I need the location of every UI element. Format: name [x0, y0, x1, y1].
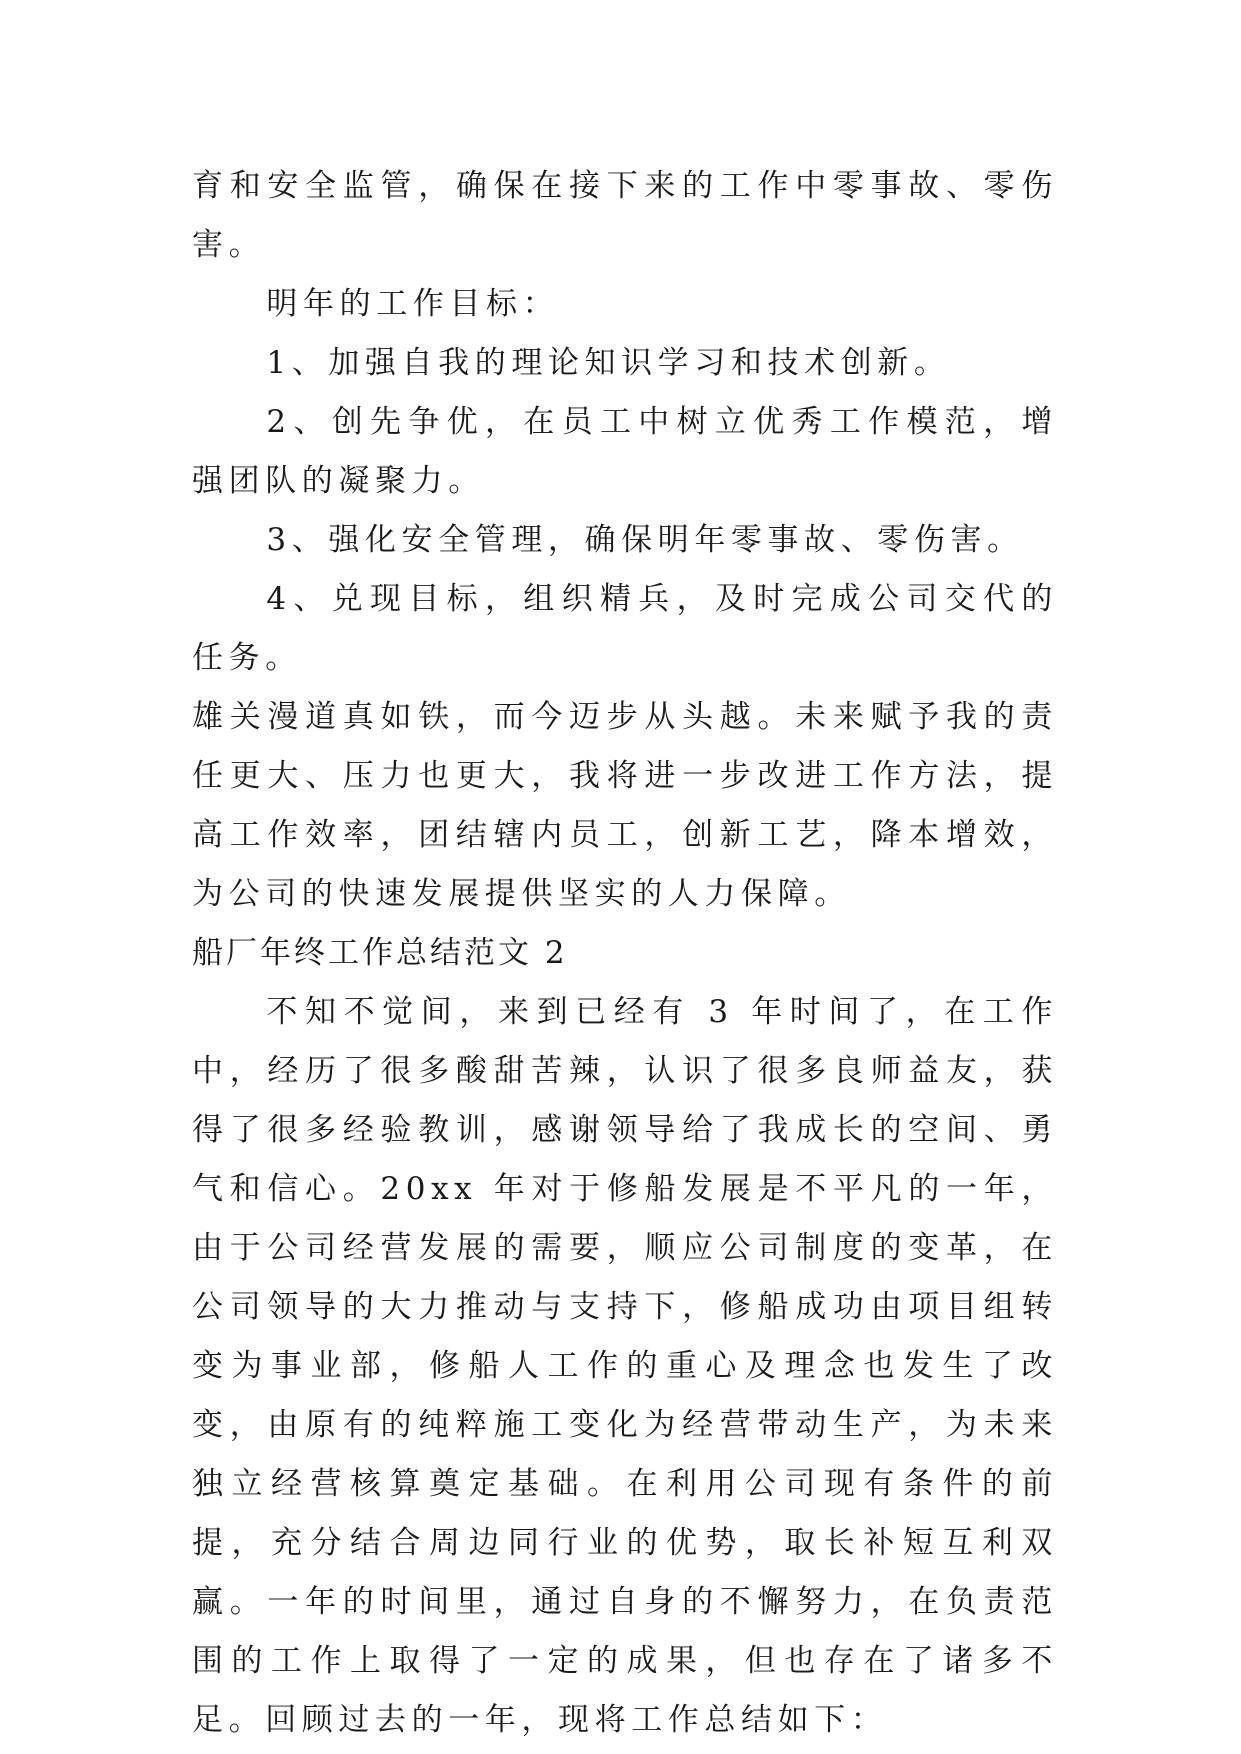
goal-item-3: 3、强化安全管理，确保明年零事故、零伤害。: [266, 522, 1024, 558]
paragraph-continuation: 育和安全监管，确保在接下来的工作中零事故、零伤害。: [192, 168, 1058, 263]
goal-item-1: 1、加强自我的理论知识学习和技术创新。: [266, 345, 951, 381]
paragraph-goals-intro: 明年的工作目标：: [266, 286, 560, 322]
document-body: [192, 157, 1058, 1750]
goal-item-4: 4、兑现目标，组织精兵，及时完成公司交代的任务。: [192, 581, 1058, 676]
goal-item-2: 2、创先争优，在员工中树立优秀工作模范，增强团队的凝聚力。: [192, 404, 1058, 499]
paragraph-summary-intro: 不知不觉间，来到已经有 3 年时间了，在工作中，经历了很多酸甜苦辣，认识了很多良师益友，获得了很多经验教训，感谢领导给了我成长的空间、勇气和信心。20xx 年对于修船发展是不平凡的一年，由于公司经营发展的需要，顺应公司制度的变革，在公司领导的大力推动与支持下，修船成功由项目组转变为事业部，修船人工作的重心及理念也发生了改变，由原有的纯粹施工变化为经营带动生产，为未来独立经营核算奠定基础。在利用公司现有条件的前提，充分结合周边同行业的优势，取长补短互利双赢。一年的时间里，通过自身的不懈努力，在负责范围的工作上取得了一定的成果，但也存在了诸多不足。回顾过去的一年，现将工作总结如下：: [192, 994, 1058, 1738]
section-heading: 船厂年终工作总结范文 2: [192, 935, 568, 971]
paragraph-closing: 雄关漫道真如铁，而今迈步从头越。未来赋予我的责任更大、压力也更大，我将进一步改进工作方法，提高工作效率，团结辖内员工，创新工艺，降本增效，为公司的快速发展提供坚实的人力保障。: [192, 699, 1058, 912]
